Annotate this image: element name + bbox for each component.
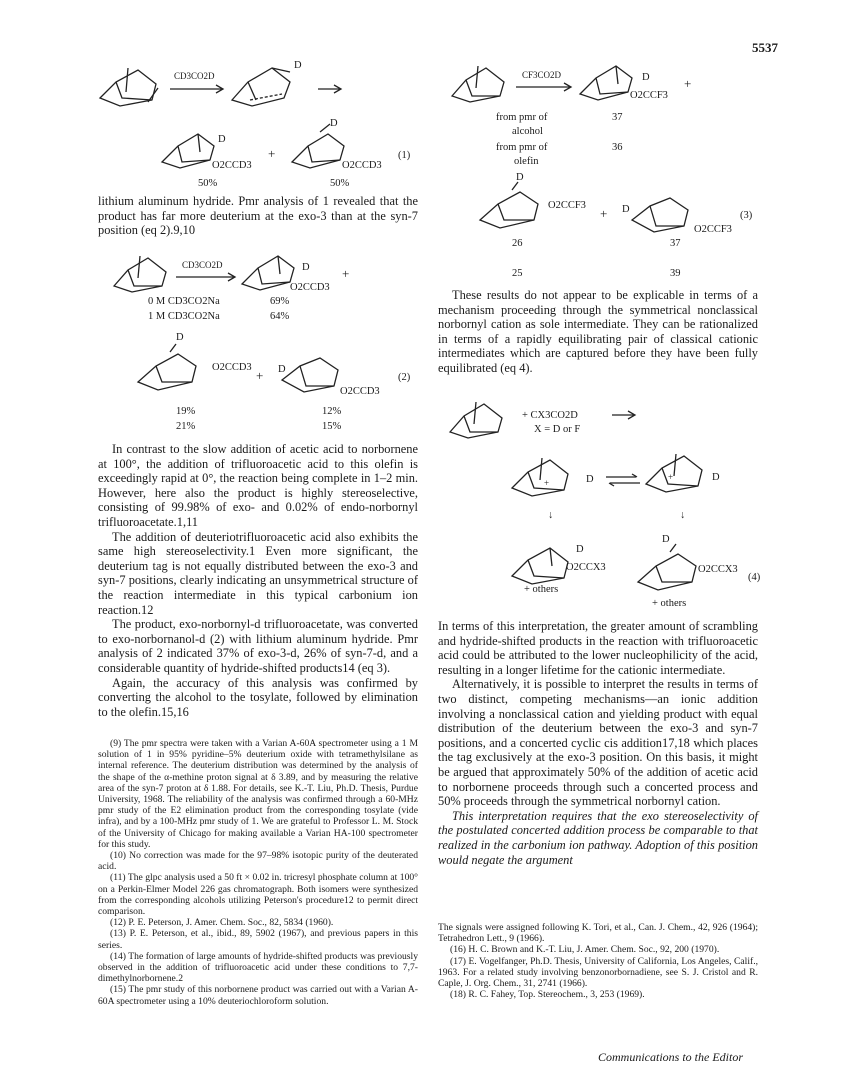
eq2-plus-2: +: [256, 368, 264, 383]
eq3-p3-d: D: [622, 204, 630, 215]
eq2-arrow: [176, 272, 238, 282]
eq2-prod-o: O2CCD3: [290, 282, 330, 293]
eq3-from-2b: olefin: [514, 156, 539, 167]
eq2-p2-o: O2CCD3: [212, 362, 252, 373]
eq4-norbornene: [448, 398, 512, 442]
left-para-3: The product, exo-norbornyl-d trifluoroacetate, was converted to exo-norbornanol-d (2) with lithium aluminum hydride. Pmr analysis of 2 indicated 37% of exo-3-d, 26% of syn-7-d, and a considerable quantity of hydride-shifted products14 (eq 3).: [98, 617, 418, 675]
eq2-reagent: CD3CO2D: [182, 260, 223, 270]
eq2-norbornene: [112, 252, 176, 296]
left-footnotes: [98, 738, 418, 1007]
eq3-from-2: from pmr of: [496, 142, 548, 153]
eq3-reagent: CF3CO2D: [522, 70, 562, 80]
eq3-prod-d: D: [642, 72, 650, 83]
eq2-p3-o: O2CCD3: [340, 386, 380, 397]
eq3-v2: 36: [612, 142, 623, 153]
eq1-yield-1: 50%: [198, 178, 218, 189]
eq3-r2a: 37: [670, 238, 681, 249]
left-para-4: Again, the accuracy of this analysis was confirmed by converting the alcohol to the tosylate, followed by elimination to the olefin.15,16: [98, 675, 418, 719]
footnote-9: (9) The pmr spectra were taken with a Varian A-60A spectrometer using a 1 M solution of 1 in 95% pyridine–5% deuterium oxide with tetramethylsilane as internal reference. The deuterium distribution was determined by the analysis of the shape of the α-methine proton signal at δ 3.89, and by measuring the relative area of the syn-7 proton at δ 1.88. For details, see K.-T. Liu, Ph.D. Thesis, Purdue University, 1968. The reliability of the analysis was confirmed through a 60-MHz pmr study of the E2 elimination product from the corresponding tosylate (vide infra), and by a 100-MHz pmr study of 1. We are grateful to Professor L. M. Stock of the University of Chicago for making available a Varian HA-100 spectrometer for this study.: [98, 738, 418, 850]
eq1-p2-o: O2CCD3: [342, 160, 382, 171]
eq4-arrow: [612, 410, 638, 420]
eq4-down-arrow-1: ↓: [548, 510, 554, 521]
footnote-17: (17) E. Vogelfanger, Ph.D. Thesis, University of California, Los Angeles, Calif., 1963. For a related study involving benzonorbornadiene, see S. J. Cristol and R. Caple, J. Org. Chem., 31, 2741 (1966).: [438, 955, 758, 990]
eq1-p2-d: D: [330, 118, 338, 129]
footnote-15-cont: The signals were assigned following K. Tori, et al., Can. J. Chem., 42, 926 (1964); Tetrahedron Lett., 9 (1966).: [438, 922, 758, 945]
footnote-14: (14) The formation of large amounts of hydride-shifted products was previously observed in the addition of trifluoroacetic acid under these conditions to 7,7-dimethylnorbornene.2: [98, 950, 418, 985]
eq4-c1-d: D: [586, 474, 594, 485]
eq3-plus-2: +: [600, 206, 608, 221]
eq4-x-def: X = D or F: [534, 424, 581, 435]
right-para-3: This interpretation requires that the exo stereoselectivity of the postulated concerted addition process be comparable to that realized in the carbonium ion pathway. Adoption of this position would negate the argument: [438, 808, 758, 867]
eq3-number: (3): [740, 210, 753, 221]
eq4-number: (4): [748, 572, 761, 583]
eq4-reagent: + CX3CO2D: [522, 410, 578, 421]
eq2-r2b: 15%: [322, 421, 342, 432]
eq2-syn7-product: [136, 340, 210, 396]
eq4-p2-o: O2CCX3: [698, 564, 738, 575]
eq4-p1-o: O2CCX3: [566, 562, 606, 573]
page-footer: Communications to the Editor: [598, 1050, 743, 1064]
eq2-prod-d: D: [302, 262, 310, 273]
eq1-reagent: CD3CO2D: [174, 71, 215, 81]
eq3-r1a: 26: [512, 238, 523, 249]
eq4-cation-2-charge: +: [668, 472, 674, 482]
eq3-v1: 37: [612, 112, 623, 123]
eq4-p1-d: D: [576, 544, 584, 555]
right-footnotes: [438, 922, 758, 1000]
eq4-p2-d: D: [662, 534, 670, 545]
eq4-down-arrow-2: ↓: [680, 510, 686, 521]
eq2-val-2: 64%: [270, 311, 290, 322]
eq4-product-2: [636, 540, 706, 594]
footnote-11: (11) The glpc analysis used a 50 ft × 0.02 in. tricresyl phosphate column at 100° on a Perkin-Elmer Model 226 gas chromatograph. Both isomers were synthesized from the corresponding alcohols utilizing Peterson's procedure12 to permit direct comparison.: [98, 872, 418, 918]
page-number: 5537: [752, 40, 778, 55]
eq4-cation-2: [644, 448, 712, 498]
eq1-inter-d: D: [294, 60, 302, 71]
right-body-text: [438, 619, 758, 867]
eq1-yield-2: 50%: [330, 178, 350, 189]
eq3-from-1: from pmr of: [496, 112, 548, 123]
eq2-val-1: 69%: [270, 296, 290, 307]
left-body-text: [98, 442, 418, 719]
eq1-p1-o: O2CCD3: [212, 160, 252, 171]
footnote-12: (12) P. E. Peterson, J. Amer. Chem. Soc., 82, 5834 (1960).: [110, 917, 334, 929]
eq2-cond-1: 0 M CD3CO2Na: [148, 296, 220, 307]
norbornene-structure: [98, 62, 168, 110]
eq3-p2-d: D: [516, 172, 524, 183]
footnote-10: (10) No correction was made for the 97–98% isotopic purity of the deuterated acid.: [98, 850, 418, 873]
eq3-arrow: [516, 82, 574, 92]
eq2-p2-d: D: [176, 332, 184, 343]
eq4-others-1: + others: [524, 584, 559, 595]
eq3-p3-o: O2CCF3: [694, 224, 732, 235]
eq3-hydride-product: [630, 190, 700, 240]
eq4-cation-1-charge: +: [544, 478, 550, 488]
right-para-1: In terms of this interpretation, the greater amount of scrambling and hydride-shifted products in the reaction with trifluoroacetic acid could be attributed to the lower nucleophilicity of the acid, resulting in a longer lifetime for the cationic intermediate.: [438, 619, 758, 677]
eq2-p3-d: D: [278, 364, 286, 375]
eq3-from-1b: alcohol: [512, 126, 543, 137]
eq2-r1a: 19%: [176, 406, 196, 417]
eq2-cond-2: 1 M CD3CO2Na: [148, 311, 220, 322]
right-body-paragraph-1: These results do not appear to be explicable in terms of a mechanism proceeding through the symmetrical nonclassical norbornyl cation as sole intermediate. They can be rationalized in terms of a rapidly equilibrating pair of classical cationic intermediates which are captured before they have been fully equilibrated (eq 4).: [438, 288, 758, 375]
eq4-equilibrium-arrows: [606, 474, 640, 486]
eq2-r2a: 12%: [322, 406, 342, 417]
footnote-13: (13) P. E. Peterson, et al., ibid., 89, 5902 (1967), and previous papers in this series.: [98, 928, 418, 951]
footnote-16: (16) H. C. Brown and K.-T. Liu, J. Amer. Chem. Soc., 92, 200 (1970).: [450, 944, 720, 956]
eq1-p1-d: D: [218, 134, 226, 145]
eq4-cation-1: [510, 452, 578, 502]
eq4-c2-d: D: [712, 472, 720, 483]
eq2-plus: +: [342, 266, 350, 281]
eq4-others-2: + others: [652, 598, 687, 609]
right-para-2: Alternatively, it is possible to interpret the results in terms of two distinct, competing mechanisms—an ionic addition involving a nonclassical cation and yielding product with equal distribution of the deuterium between the exo-3 and syn-7 positions, and a concerted cyclic cis addition17,18 which places the tag exclusively at the exo-3 position. On this basis, it might be argued that approximately 50% of the addition of acetic acid to norbornene proceeds through such a concerted process and 50% proceeds through the symmetrical norbornyl cation.: [438, 677, 758, 809]
left-intro-paragraph: lithium aluminum hydride. Pmr analysis of 1 revealed that the product has far more deuterium at the exo-3 than at the syn-7 position (eq 2).9,10: [98, 194, 418, 238]
eq3-p2-o: O2CCF3: [548, 200, 586, 211]
eq1-number: (1): [398, 150, 411, 161]
arrow-1: [170, 84, 226, 94]
eq3-norbornene: [450, 62, 514, 106]
left-para-1: In contrast to the slow addition of acetic acid to norbornene at 100°, the addition of trifluoroacetic acid to this olefin is exceedingly rapid at 0°, the reaction being complete in 1–2 min. However, here also the product is highly stereoselective, consisting of 99.98% of exo- and 0.02% of endo-norbornyl trifluoroacetate.1,11: [98, 442, 418, 529]
eq3-syn7-product: [478, 178, 552, 234]
eq2-r1b: 21%: [176, 421, 196, 432]
footnote-18: (18) R. C. Fahey, Top. Stereochem., 3, 253 (1969).: [450, 989, 645, 1001]
eq3-r2b: 39: [670, 268, 681, 279]
eq3-plus: +: [684, 76, 692, 91]
footnote-15: (15) The pmr study of this norbornene product was carried out with a Varian A-60A spectrometer using a 10% deuteriochloroform solution.: [98, 984, 418, 1007]
left-para-2: The addition of deuteriotrifluoroacetic acid also exhibits the same high stereoselectivity.1 Even more significant, the deuterium tag is not equally distributed between the exo-3 and syn-7 positions, clearly indicating an unsymmetrical structure of the reaction intermediate in this typical carbonium ion reaction.12: [98, 529, 418, 617]
eq1-plus: +: [268, 146, 276, 161]
eq3-prod-o: O2CCF3: [630, 90, 668, 101]
nonclassical-intermediate: [230, 62, 300, 110]
eq2-number: (2): [398, 372, 411, 383]
eq3-r1b: 25: [512, 268, 523, 279]
arrow-1b: [318, 84, 344, 94]
